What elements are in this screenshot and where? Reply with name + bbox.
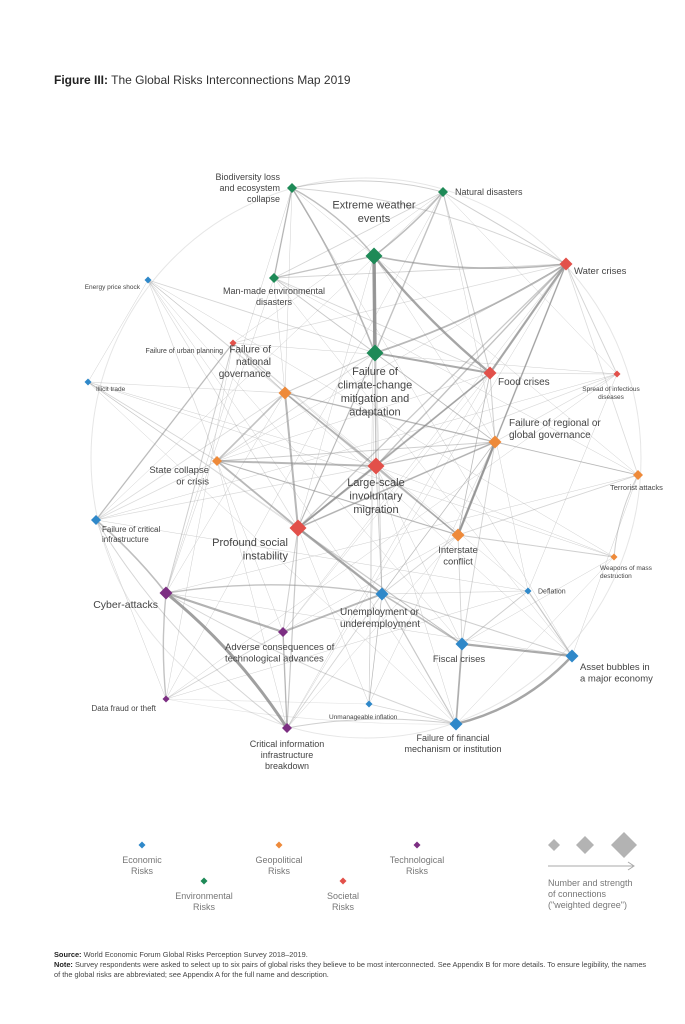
connection-extweather-water (374, 256, 566, 268)
risk-label-line: technological advances (225, 653, 324, 665)
risk-label-line: Deflation (538, 588, 566, 596)
risk-marker-inflation (366, 701, 373, 708)
risk-label-line: infrastructure (102, 534, 149, 544)
risk-label-deflation (538, 588, 566, 595)
legend-marker-environmental (201, 878, 208, 885)
legend-label-line: Environmental (175, 891, 233, 901)
risk-label-line: disasters (255, 296, 293, 307)
faint-connection-biodiv-cyber (166, 188, 292, 593)
risk-label-line: State collapse (149, 465, 209, 476)
risk-label-line: events (357, 213, 391, 225)
risk-marker-reggov (489, 436, 502, 449)
legend-label-line: Geopolitical (255, 855, 303, 865)
risk-label-natgov (219, 345, 272, 380)
risk-label-line: Extreme weather (332, 199, 416, 212)
risk-node-interstate (438, 529, 478, 568)
risk-label-line: national (235, 356, 271, 368)
legend-label-geopolitical (255, 855, 302, 876)
risk-label-line: mitigation and (340, 392, 410, 405)
legend-item-environmental (175, 878, 233, 913)
faint-connection-infect-deflation (528, 374, 617, 591)
connection-reggov-unemploy (382, 442, 495, 594)
legend-marker-geopolitical (276, 842, 283, 849)
risk-label-finmech (404, 733, 501, 754)
connection-asset-finmech (456, 656, 572, 724)
legend-label-societal (327, 891, 359, 912)
risk-label-line: Failure of urban planning (145, 348, 223, 355)
strength-key-line: of connections (548, 889, 607, 899)
legend-item-economic (122, 842, 162, 877)
connection-climate-water (375, 264, 566, 353)
connection-infect-food (490, 373, 617, 374)
risk-node-cii (250, 723, 325, 771)
risk-label-line: Biodiversity loss (215, 172, 280, 183)
risk-label-cii (250, 739, 325, 771)
risk-label-manmade (223, 286, 325, 307)
risk-label-line: Spread of infectious (582, 386, 640, 393)
risk-label-infect (582, 386, 640, 401)
legend-label-economic (122, 855, 162, 876)
strength-key (548, 832, 637, 910)
risk-label-line: Critical information (249, 739, 325, 749)
legend-label-line: Societal (326, 891, 360, 901)
strength-marker-medium (576, 836, 594, 854)
risk-label-line: Energy price shock (84, 284, 140, 291)
legend-label-environmental (175, 891, 233, 912)
connection-deflation-unemploy (382, 591, 528, 594)
risk-marker-manmade (269, 273, 279, 283)
risk-node-manmade (223, 273, 325, 307)
risk-label-climate (338, 366, 413, 418)
risk-node-social (212, 520, 306, 563)
connection-interstate-state (217, 461, 458, 535)
risk-label-biodiv (215, 172, 280, 204)
source-lead: Source: (54, 950, 82, 959)
connection-water-social (298, 264, 566, 528)
risk-label-line: Large-scale (347, 477, 405, 489)
risk-label-illicit (96, 386, 126, 393)
faint-connection-migration-wmd (376, 466, 614, 557)
faint-connection-state-cii (217, 461, 287, 728)
connection-energy-state (148, 280, 217, 461)
risk-label-line: Failure of (229, 344, 271, 356)
connection-illicit-state (88, 382, 217, 461)
risk-label-line: migration (353, 503, 399, 516)
risk-node-fiscal (433, 638, 486, 666)
risk-marker-terror (633, 470, 643, 480)
risk-node-datafraud (92, 696, 170, 714)
faint-connection-natdis-infect (443, 192, 617, 374)
faint-connection-energy-illicit (88, 280, 148, 382)
risk-label-social (212, 537, 288, 562)
risk-label-fiscal (433, 654, 486, 665)
connection-natdis-water (443, 192, 566, 264)
risk-label-line: Weapons of mass (600, 565, 652, 572)
figure-title-text: The Global Risks Interconnections Map 2019 (111, 73, 351, 87)
risk-node-critinfra (91, 515, 160, 544)
risk-node-finmech (404, 718, 501, 754)
risk-label-line: Failure of regional or (509, 417, 601, 429)
source-text: World Economic Forum Global Risks Perception Survey 2018–2019. (83, 950, 308, 959)
risk-label-line: Natural disasters (455, 187, 523, 198)
risk-label-inflation (329, 714, 398, 721)
risk-node-biodiv (215, 172, 297, 204)
connection-lines (88, 178, 641, 738)
connection-cyber-datafraud (163, 593, 166, 699)
risk-label-line: breakdown (264, 760, 310, 771)
connection-reggov-terror (495, 442, 638, 475)
risk-label-line: Cyber-attacks (93, 599, 158, 611)
risk-label-state (149, 465, 209, 488)
connection-reggov-fiscal (462, 442, 495, 644)
legend-marker-societal (340, 878, 347, 885)
risk-label-line: Profound social (212, 537, 288, 549)
connection-extweather-climate (374, 256, 375, 353)
connection-infect-water (566, 264, 617, 374)
risk-label-adverse (225, 642, 335, 665)
risk-label-line: adaptation (349, 406, 401, 419)
risk-label-line: a major economy (580, 673, 653, 685)
legend-label-line: Economic (122, 855, 162, 865)
footer-notes (54, 950, 654, 980)
risk-node-infect (582, 371, 640, 401)
risk-label-line: or crisis (176, 476, 209, 488)
legend-label-line: Risks (332, 902, 354, 912)
strength-marker-small (548, 839, 560, 851)
risk-label-datafraud (92, 704, 157, 713)
risk-label-line: governance (218, 369, 271, 380)
connection-social-unemploy (298, 528, 382, 594)
faint-connection-water-adverse (283, 264, 566, 632)
note-line (54, 960, 654, 980)
legend-label-line: Risks (131, 866, 153, 876)
risk-label-line: Failure of critical (102, 525, 161, 534)
strength-key-line: ("weighted degree") (548, 900, 627, 910)
risk-label-line: global governance (509, 430, 591, 441)
legend-marker-technological (414, 842, 421, 849)
connection-interstate-wmd (458, 535, 614, 557)
risk-label-asset (580, 662, 653, 685)
risk-label-line: Failure of (352, 366, 398, 378)
risk-label-line: mechanism or institution (404, 743, 502, 754)
risk-label-line: Unemployment or (340, 607, 419, 618)
risk-label-natdis (455, 187, 523, 197)
note-text: Survey respondents were asked to select up to six pairs of global risks they believe to be most interconnected. See Appendix B for more details. To ensure legibility, the names of the global risks are abbreviated; see Appendix A for the full name and description. (54, 960, 647, 979)
risk-label-line: Interstate (438, 545, 478, 556)
risk-node-adverse (225, 627, 335, 665)
connection-cyber-adverse (166, 593, 283, 632)
risk-label-line: Terrorist attacks (610, 483, 663, 492)
risk-label-line: involuntary (349, 490, 403, 503)
risk-label-food (498, 377, 550, 388)
note-lead: Note: (54, 960, 73, 969)
risk-marker-climate (367, 345, 384, 362)
legend-label-line: Risks (193, 902, 215, 912)
risk-node-climate (338, 345, 413, 419)
faint-connection-wmd-fiscal (462, 557, 614, 644)
risk-label-reggov (509, 418, 601, 441)
risk-node-illicit (85, 379, 126, 394)
risk-label-line: underemployment (340, 619, 421, 631)
risk-node-terror (610, 470, 663, 492)
risk-marker-adverse (278, 627, 288, 637)
risk-marker-datafraud (163, 696, 170, 703)
connection-critinfra-urban (96, 343, 233, 520)
risk-label-line: Adverse consequences of (225, 642, 335, 653)
risk-label-urban (146, 348, 224, 355)
strength-key-line: Number and strength (548, 878, 633, 888)
faint-connection-wmd-finmech (456, 557, 614, 724)
faint-connection-manmade-terror (274, 278, 638, 475)
legend-marker-economic (139, 842, 146, 849)
risk-label-unemploy (340, 607, 420, 630)
risk-label-wmd (600, 565, 653, 580)
connection-water-food (490, 264, 566, 373)
risk-label-line: climate-change (337, 379, 413, 392)
risk-label-line: instability (242, 550, 288, 563)
connection-asset-deflation (528, 591, 572, 656)
connection-cyber-unemploy (166, 585, 382, 594)
connection-energy-social (145, 280, 298, 528)
legend-label-technological (390, 855, 445, 876)
legend-label-line: Risks (268, 866, 290, 876)
risk-label-line: Man-made environmental (222, 286, 326, 296)
risk-label-migration (347, 477, 404, 516)
risk-label-line: Unmanageable inflation (329, 714, 398, 721)
strength-marker-large (611, 832, 637, 858)
risk-label-cyber (93, 599, 158, 611)
risk-label-water (574, 266, 627, 277)
connection-extweather-manmade (274, 256, 374, 278)
risk-node-energy (85, 277, 152, 292)
risk-label-line: Food crises (498, 377, 550, 388)
risk-label-line: conflict (443, 556, 473, 568)
connection-fiscal-deflation (462, 591, 528, 644)
risk-label-line: Data fraud or theft (91, 704, 156, 713)
faint-connection-urban-infect (233, 343, 617, 374)
legend-label-line: Technological (389, 855, 445, 865)
legend-item-technological (390, 842, 445, 877)
risk-label-terror (610, 483, 663, 492)
risk-label-line: Asset bubbles in (580, 662, 650, 673)
risk-label-energy (85, 284, 141, 291)
risk-label-line: infrastructure (260, 749, 314, 760)
legend-item-societal (327, 878, 359, 913)
strength-key-label (548, 878, 633, 910)
risk-label-line: destruction (600, 572, 632, 580)
risk-label-critinfra (102, 525, 160, 544)
legend-label-line: Risks (406, 866, 428, 876)
figure-title-lead: Figure III: (54, 73, 108, 87)
risk-label-line: Fiscal crises (432, 654, 486, 665)
risk-label-line: Failure of financial (416, 733, 490, 743)
risk-node-cyber (93, 587, 172, 612)
risk-label-line: collapse (246, 194, 280, 205)
legend (122, 832, 637, 912)
connection-migration-state (217, 461, 376, 466)
connection-manmade-water (274, 264, 566, 278)
risk-label-line: Water crises (574, 266, 627, 277)
risk-label-line: Illicit trade (96, 386, 126, 393)
risk-label-interstate (438, 545, 478, 568)
legend-item-geopolitical (255, 842, 302, 877)
source-line (54, 950, 654, 960)
risk-nodes (85, 172, 664, 771)
risk-label-line: diseases (598, 393, 624, 401)
risk-label-line: and ecosystem (219, 183, 280, 194)
risk-marker-biodiv (287, 183, 297, 193)
risk-node-asset (566, 650, 654, 685)
